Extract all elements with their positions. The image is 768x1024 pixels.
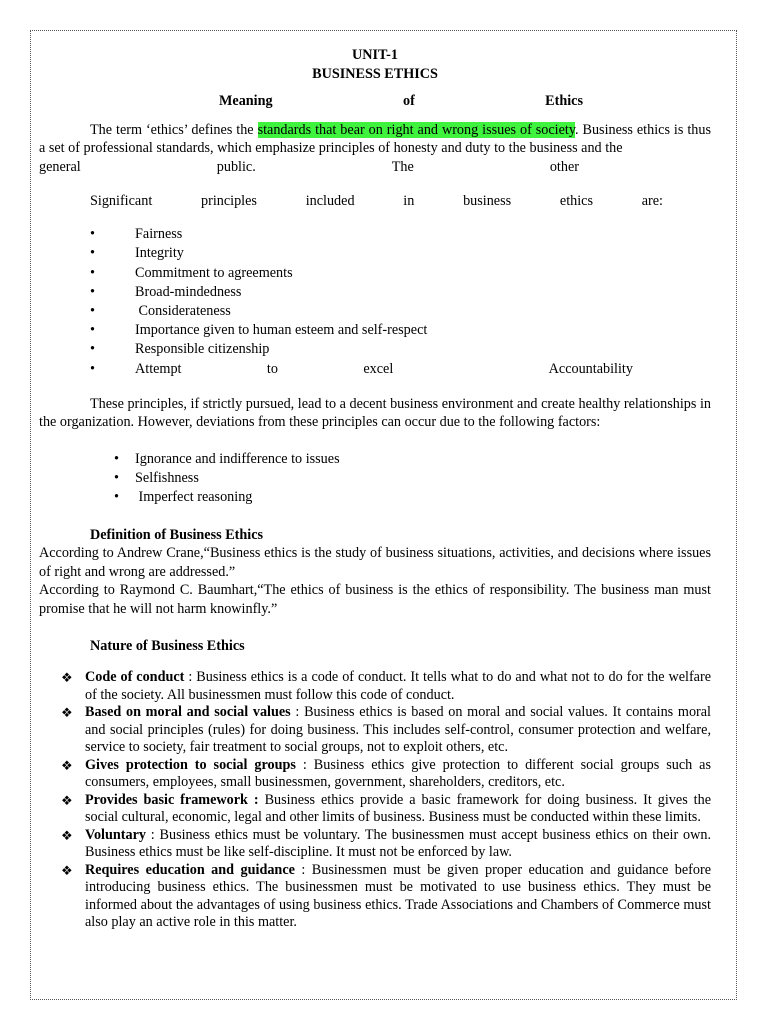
term: Based on moral and social values: [85, 704, 291, 721]
bullet-icon: •: [114, 489, 119, 506]
bullet-icon: •: [90, 360, 95, 377]
list-item: [39, 792, 711, 827]
list-item: [39, 669, 711, 704]
word: The: [391, 158, 414, 175]
meaning-heading: [39, 92, 711, 111]
description: Business ethics is based on moral and social values. It contains moral and social principles (rules) for doing business. This includes self-control, consumer protection and welfare, service to society, fair treatment to social groups, not to exploit others, etc.: [85, 704, 711, 756]
principles-list: [39, 225, 711, 379]
definition-heading: Definition of Business Ethics: [90, 526, 264, 543]
diamond-bullet-icon: ❖: [61, 792, 73, 808]
diamond-bullet-icon: ❖: [61, 862, 73, 878]
definition-1: According to Andrew Crane,“Business ethics is the study of business situations, activities, and decisions where issues of right and wrong are addressed.”: [39, 545, 711, 580]
deviation-paragraph: These principles, if strictly pursued, lead to a decent business environment and create healthy relationships in the organization. However, deviations from these principles can occur due to the following factors:: [39, 395, 711, 431]
diamond-bullet-icon: ❖: [61, 827, 73, 843]
list-item: [39, 225, 711, 244]
document-body: [39, 46, 711, 932]
diamond-bullet-icon: ❖: [61, 757, 73, 773]
list-item-text: Ignorance and indifference to issues: [135, 450, 340, 467]
bullet-icon: •: [90, 264, 95, 281]
list-item-text: Considerateness: [135, 302, 231, 319]
word: ethics: [559, 192, 593, 209]
term: Provides basic framework :: [85, 791, 259, 808]
term: Gives protection to social groups: [85, 756, 296, 773]
list-item-text: [135, 360, 711, 379]
word: are:: [641, 192, 663, 209]
list-item: [39, 283, 711, 302]
word: included: [305, 192, 355, 209]
bullet-icon: •: [114, 470, 119, 487]
term: Code of conduct: [85, 669, 185, 686]
list-item-text: Imperfect reasoning: [135, 489, 253, 506]
intro-last-line: [39, 158, 711, 177]
highlighted-text: standards that bear on right and wrong issues of society: [257, 121, 575, 138]
term: Voluntary: [85, 826, 146, 843]
bullet-icon: •: [90, 226, 95, 243]
word: principles: [201, 192, 257, 209]
diamond-bullet-icon: ❖: [61, 670, 73, 686]
word: other: [549, 158, 579, 175]
word: Attempt: [135, 360, 182, 377]
word: in: [403, 192, 415, 209]
unit-label: UNIT-1: [352, 47, 398, 63]
list-item: [39, 340, 711, 359]
word: excel: [363, 360, 394, 377]
word: general: [39, 158, 81, 175]
list-item: [39, 488, 711, 507]
factors-list: [39, 450, 711, 508]
intro-before: The term ‘ethics’ defines the: [90, 121, 258, 138]
word: to: [266, 360, 278, 377]
word: Significant: [90, 192, 153, 209]
list-item: [39, 827, 711, 862]
bullet-icon: •: [90, 322, 95, 339]
list-item-text: Responsible citizenship: [135, 341, 270, 358]
list-item: [39, 757, 711, 792]
separator: :: [295, 756, 314, 773]
significant-line: [39, 192, 711, 211]
list-item: [39, 264, 711, 283]
document-title: BUSINESS ETHICS: [312, 65, 438, 82]
word: Accountability: [548, 360, 633, 377]
list-item-text: Importance given to human esteem and self-respect: [135, 322, 428, 339]
diamond-bullet-icon: ❖: [61, 705, 73, 721]
list-item: [39, 450, 711, 469]
list-item: [39, 302, 711, 321]
list-item: [39, 321, 711, 340]
word: business: [463, 192, 512, 209]
list-item-text: Fairness: [135, 226, 183, 243]
list-item-text: Commitment to agreements: [135, 264, 293, 281]
meaning-word-2: of: [402, 93, 415, 110]
description: Business ethics give protection to different social groups such as consumers, employees, small businessmen, government, shareholders, creditors, etc.: [85, 756, 712, 791]
list-item: [39, 469, 711, 488]
bullet-icon: •: [90, 245, 95, 262]
word: public.: [216, 158, 256, 175]
bullet-icon: •: [90, 341, 95, 358]
list-item-text: Broad-mindedness: [135, 283, 242, 300]
list-item: [39, 704, 711, 757]
definition-2: According to Raymond C. Baumhart,“The ethics of business is the ethics of responsibility. The business man must promise that he will not harm knowinfly.”: [39, 582, 711, 617]
description: Business ethics is a code of conduct. It tells what to do and what not to do for the welfare of the society. All businessmen must follow this code of conduct.: [85, 669, 711, 703]
list-item: [39, 360, 711, 379]
bullet-icon: •: [114, 450, 119, 467]
meaning-word-1: Meaning: [219, 93, 273, 110]
list-item: [39, 244, 711, 263]
bullet-icon: •: [90, 302, 95, 319]
description: Business ethics must be voluntary. The businessmen must accept business ethics on their own. Business ethics must be like self-discipline. It must not be enforced by law.: [85, 826, 711, 861]
separator: :: [145, 826, 160, 843]
intro-after: . Business ethics is thus a set of professional standards, which emphasize principles of honesty and duty to the business and the: [39, 121, 711, 157]
intro-paragraph: [39, 121, 711, 158]
description: Business ethics provide a basic framework for doing business. It gives the social cultural, economic, legal and other limits of business. Business must be conducted within these limits.: [85, 791, 711, 826]
bullet-icon: •: [90, 283, 95, 300]
meaning-word-3: Ethics: [545, 93, 583, 110]
term: Requires education and guidance: [85, 861, 295, 878]
description: Businessmen must be given proper education and guidance before introducing business ethics. The businessmen must be motivated to use business ethics. They must be informed about the advantages of using business ethics. Trade Associations and Chambers of Commerce must also play an active role in this matter.: [85, 861, 712, 931]
list-item-text: Selfishness: [135, 470, 199, 487]
separator: :: [290, 704, 305, 721]
separator: :: [184, 669, 197, 686]
separator: :: [294, 861, 312, 878]
nature-heading: Nature of Business Ethics: [90, 637, 245, 654]
list-item: [39, 862, 711, 932]
nature-list: [39, 669, 711, 932]
list-item-text: Integrity: [135, 245, 184, 262]
